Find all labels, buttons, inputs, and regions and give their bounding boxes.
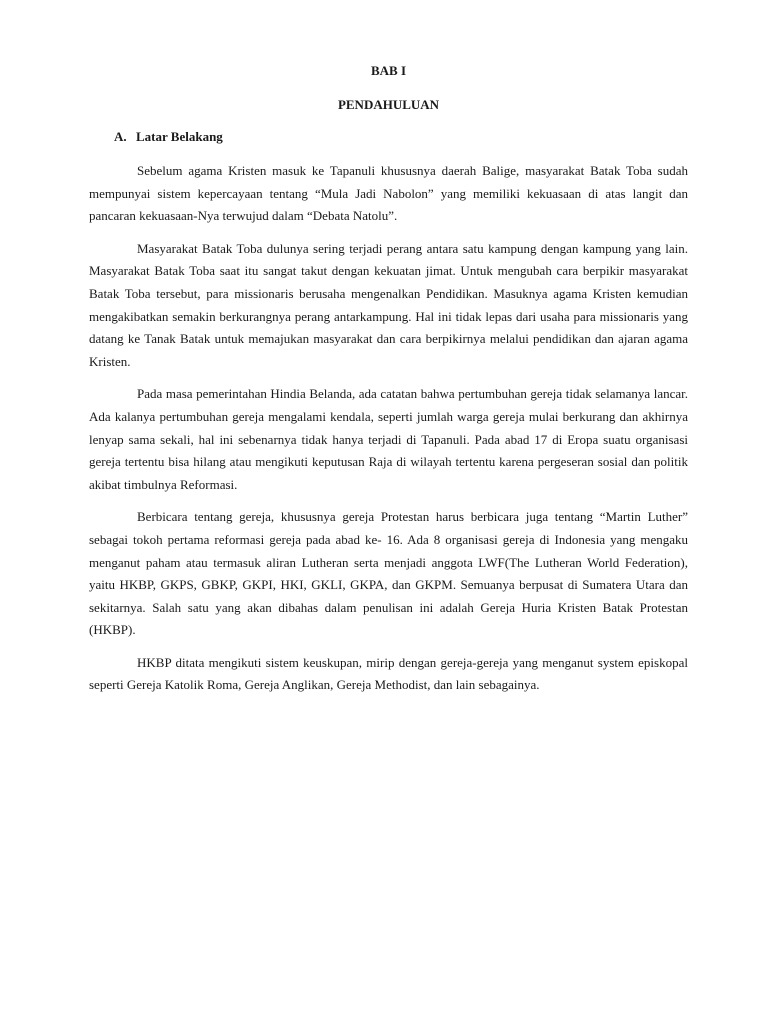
chapter-number: BAB I: [370, 63, 407, 78]
section-letter: A.: [114, 129, 127, 144]
section-title: Latar Belakang: [136, 129, 223, 144]
body-paragraph-3: Pada masa pemerintahan Hindia Belanda, ada catatan bahwa pertumbuhan gereja tidak selamanya lancar. Ada kalanya pertumbuhan gereja mengalami kendala, seperti jumlah warga gereja mulai berkurang dan akhirnya lenyap sama sekali, hal ini sebenarnya tidak hanya terjadi di Tapanuli. Pada abad 17 di Eropa suatu organisasi gereja tertentu bisa hilang atau mengikuti keputusan Raja di wilayah tertentu karena pergeseran sosial dan politik akibat timbulnya Reformasi.: [89, 386, 688, 492]
body-paragraph-5: HKBP ditata mengikuti sistem keuskupan, mirip dengan gereja-gereja yang menganut system episkopal seperti Gereja Katolik Roma, Gereja Anglikan, Gereja Methodist, dan lain sebagainya.: [89, 654, 688, 693]
body-paragraph-1: Sebelum agama Kristen masuk ke Tapanuli khususnya daerah Balige, masyarakat Batak Toba sudah mempunyai sistem kepercayaan tentang “Mula Jadi Nabolon” yang memiliki kekuasaan di atas langit dan pancaran kekuasaan-Nya terwujud dalam “Debata Natolu”.: [89, 163, 688, 224]
body-paragraph-4: Berbicara tentang gereja, khususnya gereja Protestan harus berbicara juga tentang “Martin Luther” sebagai tokoh pertama reformasi gereja pada abad ke- 16. Ada 8 organisasi gereja di Indonesia yang mengaku menganut paham atau termasuk aliran Lutheran serta menjadi anggota LWF(The Lutheran World Federation), yaitu HKBP, GKPS, GBKP, GKPI, HKI, GKLI, GKPA, dan GKPM. Semuanya berpusat di Sumatera Utara dan sekitarnya. Salah satu yang akan dibahas dalam penulisan ini adalah Gereja Huria Kristen Batak Protestan (HKBP).: [89, 509, 688, 638]
section-heading: [114, 128, 688, 146]
chapter-title: PENDAHULUAN: [337, 97, 440, 112]
body-paragraph-2: Masyarakat Batak Toba dulunya sering terjadi perang antara satu kampung dengan kampung yang lain. Masyarakat Batak Toba saat itu sangat takut dengan kekuatan jimat. Untuk mengubah cara berpikir masyarakat Batak Toba tersebut, para missionaris berusaha mengenalkan Pendidikan. Masuknya agama Kristen kemudian mengakibatkan semakin berkurangnya perang antarkampung. Hal ini tidak lepas dari usaha para missionaris yang datang ke Tanak Batak untuk memajukan masyarakat dan cara berpikirnya melalui pendidikan dan ajaran agama Kristen.: [89, 240, 688, 369]
